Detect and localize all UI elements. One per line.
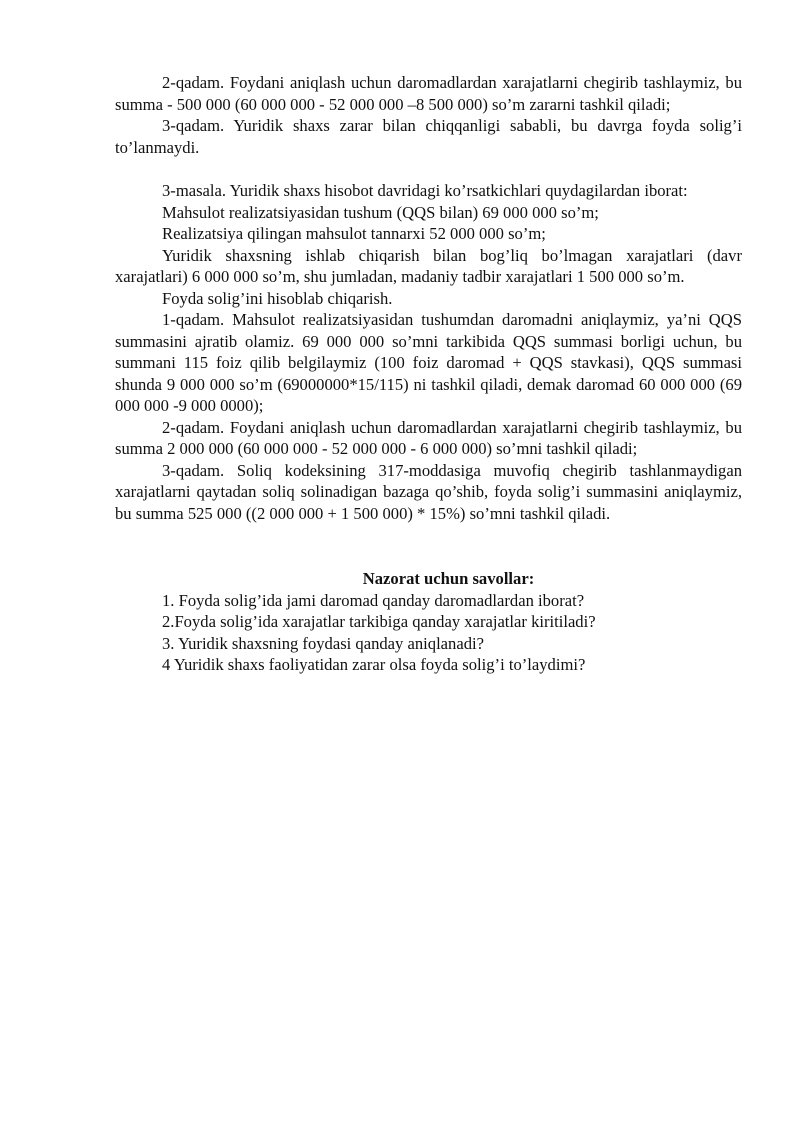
task-statement: Foyda solig’ini hisoblab chiqarish. — [162, 288, 393, 308]
question-item: 1. Foyda solig’ida jami daromad qanday daromadlardan iborat? — [162, 590, 585, 610]
section-gap — [115, 524, 742, 568]
step-1-paragraph: 1-qadam. Mahsulot realizatsiyasidan tushumdan daromadni aniqlaymiz, ya’ni QQS summasini ajratib olamiz. 69 000 000 so’mni tarkibida QQS summasi borligi uchun, bu summani 115 foiz qilib belgilaymiz (100 foiz daromad + QQS stavkasi), QQS summasi shunda 9 000 000 so’m (69000000*15/115) ni tashkil qiladi, demak daromad 60 000 000 (69 000 000 -9 000 0000); — [115, 310, 742, 415]
period-expenses-paragraph: Yuridik shaxsning ishlab chiqarish bilan bog’liq bo’lmagan xarajatlari (davr xarajatlari) 6 000 000 so’m, shu jumladan, madaniy tadbir xarajatlari 1 500 000 so’m. — [115, 245, 742, 286]
cost-line: Realizatsiya qilingan mahsulot tannarxi 52 000 000 so’m; — [162, 224, 546, 243]
paragraph-gap — [115, 158, 742, 180]
question-item: 2.Foyda solig’ida xarajatlar tarkibiga qanday xarajatlar kiritiladi? — [162, 612, 596, 631]
step-2-paragraph: 2-qadam. Foydani aniqlash uchun daromadlardan xarajatlarni chegirib tashlaymiz, bu summa 2 000 000 (60 000 000 - 52 000 000 - 6 000 000) so’mni tashkil qiladi; — [115, 417, 742, 458]
step-2-paragraph: 2-qadam. Foydani aniqlash uchun daromadlardan xarajatlarni chegirib tashlaymiz, bu summa - 500 000 (60 000 000 - 52 000 000 –8 500 000) so’m zararni tashkil qiladi; — [115, 73, 742, 114]
question-item: 3. Yuridik shaxsning foydasi qanday aniqlanadi? — [162, 633, 484, 653]
step-3-paragraph: 3-qadam. Soliq kodeksining 317-moddasiga muvofiq chegirib tashlanmaydigan xarajatlarni qaytadan soliq solinadigan bazaga qo’shib, foyda solig’i summasini aniqlaymiz, bu summa 525 000 ((2 000 000 + 1 500 000) * 15%) so’mni tashkil qiladi. — [115, 460, 742, 523]
control-questions-heading: Nazorat uchun savollar: — [362, 569, 535, 588]
question-item: 4 Yuridik shaxs faoliyatidan zarar olsa foyda solig’i to’laydimi? — [162, 655, 586, 674]
problem-3-intro: 3-masala. Yuridik shaxs hisobot davridagi ko’rsatkichlari quydagilardan iborat: — [162, 181, 688, 200]
document-page — [115, 72, 742, 676]
step-3-paragraph: 3-qadam. Yuridik shaxs zarar bilan chiqqanligi sababli, bu davrga foyda solig’i to’lanmaydi. — [115, 116, 742, 157]
revenue-line: Mahsulot realizatsiyasidan tushum (QQS bilan) 69 000 000 so’m; — [162, 202, 599, 222]
